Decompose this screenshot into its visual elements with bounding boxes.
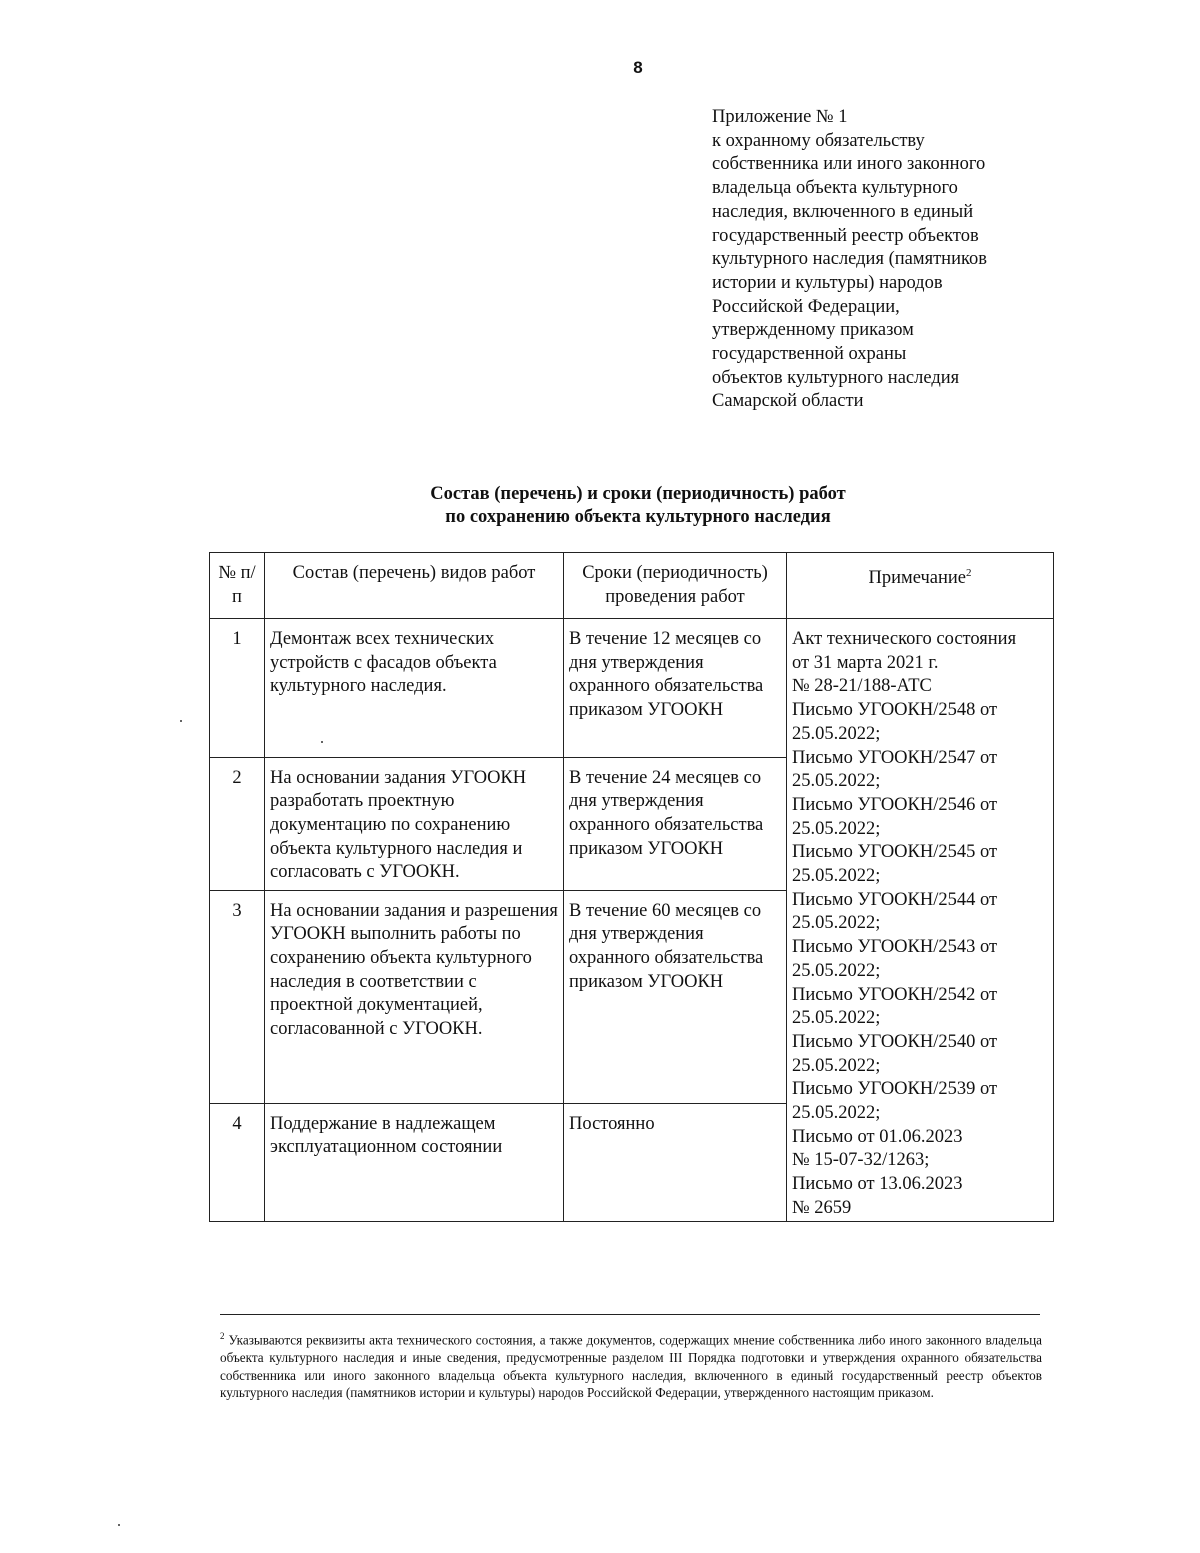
scan-speck [180,720,182,722]
appendix-line: Самарской области [712,391,864,412]
header-note-label: Примечание [868,568,966,589]
document-title [0,483,1200,529]
note-line: Письмо УГООКН/2539 от [792,1079,998,1100]
table-header-row [210,553,1054,619]
scan-speck [321,741,323,743]
note-line: Письмо УГООКН/2545 от [792,842,998,863]
title-line-2: по сохранению объекта культурного наследия [445,507,831,527]
note-line: Письмо УГООКН/2542 от [792,984,998,1005]
page-number: 8 [633,58,643,77]
note-line: 25.05.2022; [792,1055,881,1076]
title-line-1: Состав (перечень) и сроки (периодичность) работ [430,484,846,504]
note-line: Письмо УГООКН/2548 от [792,700,998,721]
row-number: 2 [210,757,265,890]
appendix-line: утвержденному приказом [712,320,914,341]
appendix-block [712,106,1072,414]
row-term: В течение 12 месяцев со дня утверждения охранного обязательства приказом УГООКН [564,619,787,758]
appendix-line: Российской Федерации, [712,296,900,317]
appendix-line: государственной охраны [712,344,907,365]
appendix-line: истории и культуры) народов [712,272,943,293]
note-line: Письмо УГООКН/2543 от [792,937,998,958]
appendix-line: государственный реестр объектов [712,225,979,246]
appendix-line: к охранному обязательству [712,130,925,151]
note-line: 25.05.2022; [792,960,881,981]
note-line: 25.05.2022; [792,913,881,934]
note-line: № 15-07-32/1263; [792,1150,930,1171]
footnote-divider [220,1314,1040,1315]
note-line: 25.05.2022; [792,771,881,792]
appendix-line: наследия, включенного в единый [712,201,974,222]
note-line: Письмо от 01.06.2023 [792,1126,963,1147]
header-work-list: Состав (перечень) видов работ [265,553,564,619]
row-term: Постоянно [564,1103,787,1221]
appendix-line: собственника или иного законного [712,154,986,175]
note-line: Письмо от 13.06.2023 [792,1174,963,1195]
table-row [210,619,1054,758]
note-line: Письмо УГООКН/2544 от [792,889,998,910]
note-line: № 28-21/188-АТС [792,676,932,697]
note-line: 25.05.2022; [792,723,881,744]
appendix-line: владельца объекта культурного [712,178,958,199]
footnote [220,1328,1042,1402]
row-work: На основании задания и разрешения УГООКН выполнить работы по сохранению объекта культурного наследия в соответствии с проектной документацией, согласованной с УГООКН. [265,890,564,1103]
row-number: 1 [210,619,265,758]
note-line: от 31 марта 2021 г. [792,652,939,673]
note-cell [787,619,1054,1222]
row-work: Демонтаж всех технических устройств с фасадов объекта культурного наследия. [265,619,564,758]
appendix-line: Приложение № 1 [712,107,848,127]
appendix-line: объектов культурного наследия [712,367,960,388]
row-term: В течение 60 месяцев со дня утверждения охранного обязательства приказом УГООКН [564,890,787,1103]
row-term: В течение 24 месяцев со дня утверждения охранного обязательства приказом УГООКН [564,757,787,890]
header-note [787,553,1054,619]
appendix-line: культурного наследия (памятников [712,249,987,270]
note-line: 25.05.2022; [792,818,881,839]
header-note-footnote-ref: 2 [966,567,972,579]
header-terms: Сроки (периодичность) проведения работ [564,553,787,619]
row-work: Поддержание в надлежащем эксплуатационном состоянии [265,1103,564,1221]
row-work: На основании задания УГООКН разработать проектную документацию по сохранению объекта культурного наследия и согласовать с УГООКН. [265,757,564,890]
note-line: 25.05.2022; [792,866,881,887]
note-line: 25.05.2022; [792,1008,881,1029]
works-table [209,552,1054,1222]
row-number: 4 [210,1103,265,1221]
note-line: Акт технического состояния [792,629,1017,649]
header-number: № п/п [210,553,265,619]
note-line: 25.05.2022; [792,1103,881,1124]
footnote-text: Указываются реквизиты акта технического состояния, а также документов, содержащих мнение собственника либо иного законного владельца объекта культурного наследия и иные сведения, предусмотренные разделом III Порядка подготовки и утверждения охранного обязательства собственника или иного законного владельца объекта культурного наследия, включенного в единый государственный реестр объектов культурного наследия (памятников истории и культуры) народов Российской Федерации, утвержденного настоящим приказом. [220,1332,1043,1401]
note-line: Письмо УГООКН/2547 от [792,747,998,768]
note-line: № 2659 [792,1197,852,1218]
scan-speck [118,1524,120,1526]
note-line: Письмо УГООКН/2540 от [792,1031,998,1052]
note-line: Письмо УГООКН/2546 от [792,794,998,815]
footnote-marker: 2 [220,1331,225,1341]
row-number: 3 [210,890,265,1103]
